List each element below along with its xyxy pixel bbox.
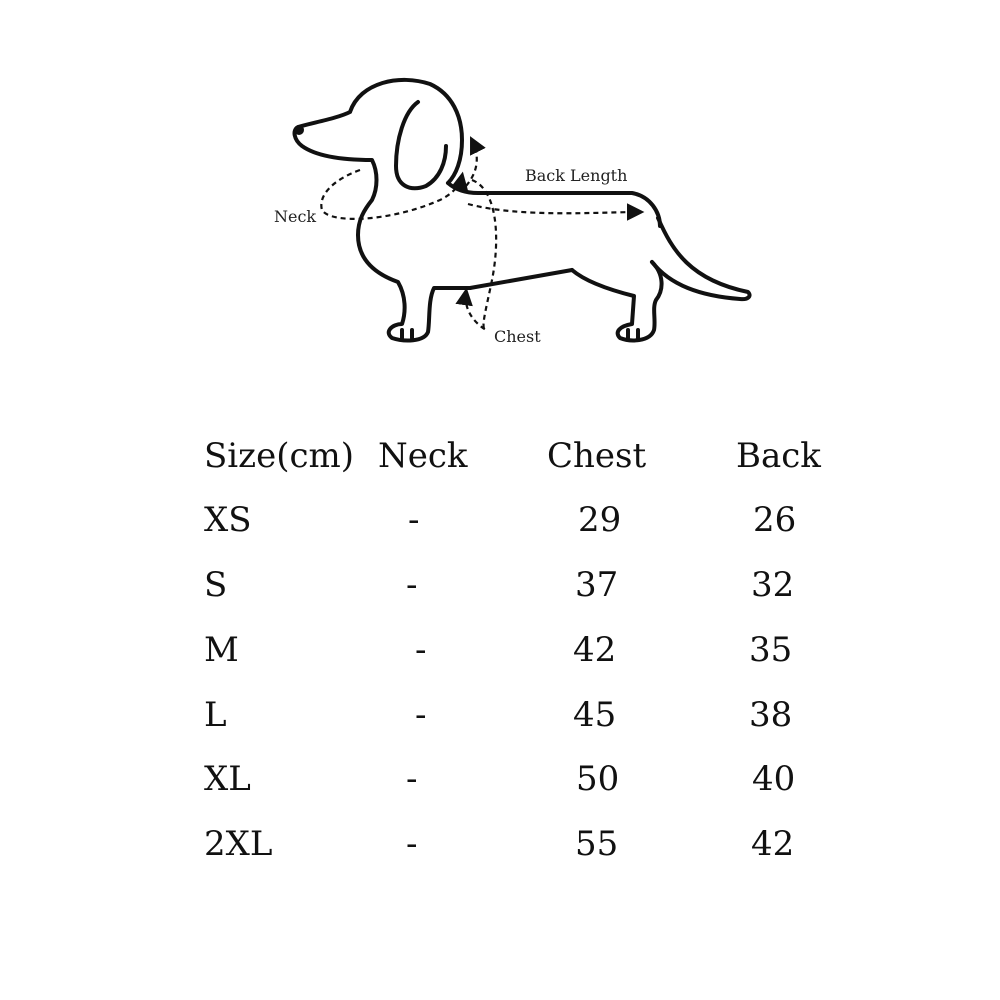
- size-cell: L: [204, 695, 227, 735]
- back-cell: 40: [752, 759, 796, 799]
- chest-cell: 37: [575, 565, 619, 605]
- header-neck: Neck: [378, 436, 468, 476]
- chest-cell: 29: [578, 500, 622, 540]
- neck-cell: -: [415, 695, 427, 735]
- neck-label: Neck: [274, 207, 317, 226]
- back-cell: 35: [749, 630, 793, 670]
- neck-cell: -: [406, 759, 418, 799]
- back-cell: 32: [751, 565, 795, 605]
- size-cell: M: [204, 630, 239, 670]
- back-length-label: Back Length: [525, 166, 628, 185]
- back-cell: 38: [749, 695, 793, 735]
- size-cell: XS: [204, 500, 252, 540]
- size-cell: 2XL: [204, 824, 273, 864]
- back-cell: 42: [751, 824, 795, 864]
- header-back: Back: [736, 436, 821, 476]
- chest-label: Chest: [494, 327, 541, 346]
- chest-cell: 55: [575, 824, 619, 864]
- chest-cell: 50: [576, 759, 620, 799]
- neck-cell: -: [406, 565, 418, 605]
- chest-cell: 42: [573, 630, 617, 670]
- header-chest: Chest: [547, 436, 647, 476]
- neck-cell: -: [406, 824, 418, 864]
- size-cell: S: [204, 565, 228, 605]
- back-cell: 26: [753, 500, 797, 540]
- neck-cell: -: [415, 630, 427, 670]
- header-size: Size(cm): [204, 436, 355, 476]
- size-cell: XL: [204, 759, 251, 799]
- chest-cell: 45: [573, 695, 617, 735]
- neck-cell: -: [408, 500, 420, 540]
